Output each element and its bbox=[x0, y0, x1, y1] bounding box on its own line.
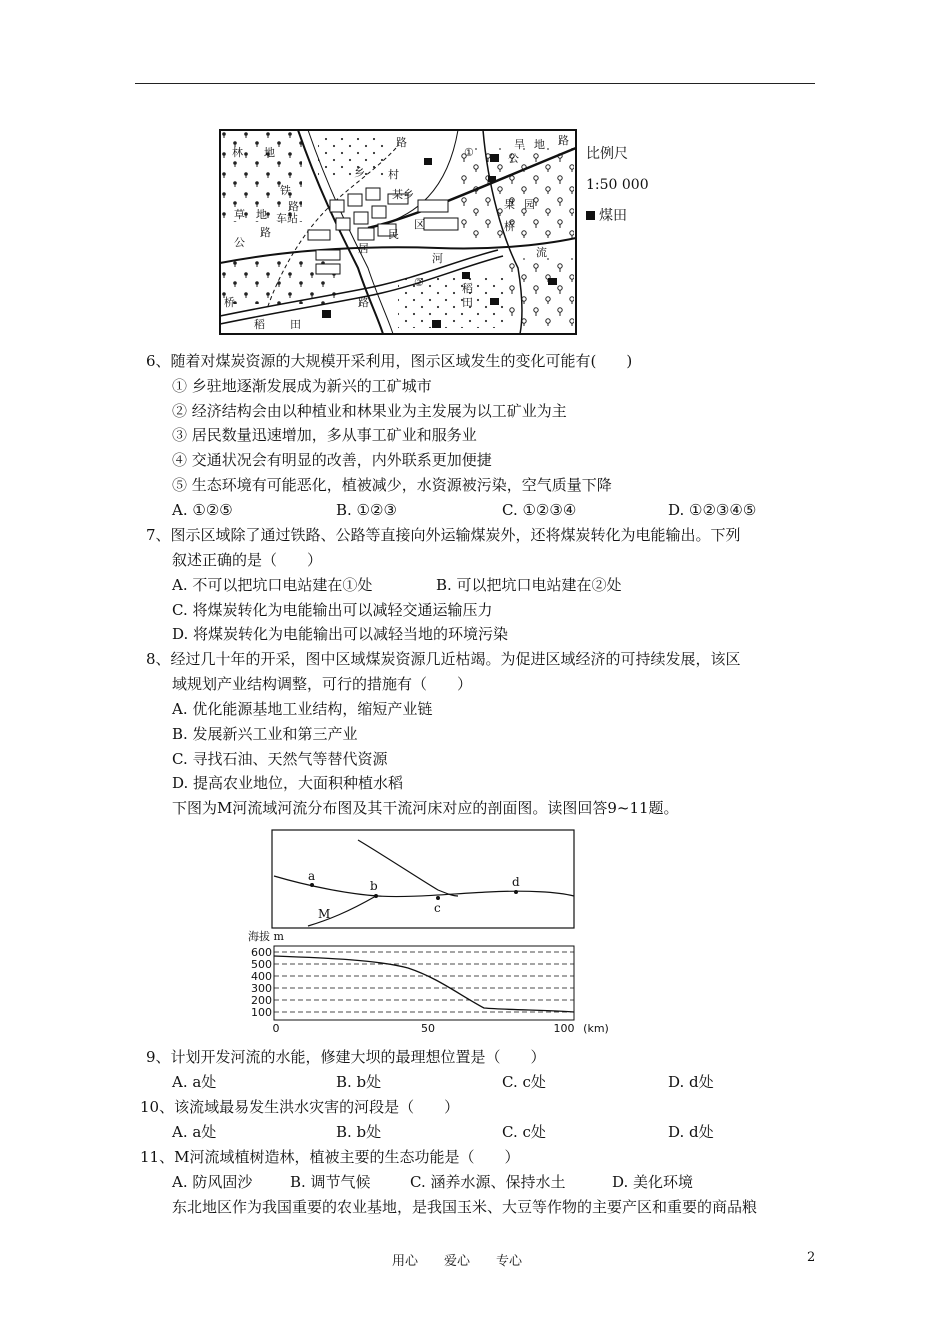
q11-stem: 11、M河流域植树造林，植被主要的生态功能是（ ） bbox=[140, 1148, 520, 1166]
map-label: 居 bbox=[358, 242, 369, 255]
q6-option-a[interactable]: A. ①②⑤ bbox=[172, 501, 233, 519]
header-rule bbox=[135, 83, 815, 84]
map-label: 稻 bbox=[462, 282, 473, 295]
coalfield-map bbox=[218, 128, 578, 336]
map-label: 果 bbox=[504, 198, 515, 211]
y-tick: 100 bbox=[251, 1006, 272, 1019]
q10-option-b[interactable]: B. b处 bbox=[336, 1123, 382, 1141]
map-label: 路 bbox=[358, 296, 369, 309]
map-label: 路 bbox=[260, 226, 271, 239]
point-a-label: a bbox=[308, 869, 316, 883]
q9-stem: 9、计划开发河流的水能，修建大坝的最理想位置是（ ） bbox=[146, 1048, 546, 1066]
legend-coal bbox=[586, 205, 627, 225]
q11-option-a[interactable]: A. 防风固沙 bbox=[172, 1173, 253, 1191]
point-c-label: c bbox=[434, 901, 441, 915]
q7-stem-cont: 叙述正确的是（ ） bbox=[172, 551, 323, 569]
map-label: 区 bbox=[414, 218, 425, 231]
q6-stem: 6、随着对煤炭资源的大规模开采利用，图示区域发生的变化可能有( ) bbox=[146, 352, 633, 370]
q8-stem: 8、经过几十年的开采，图中区域煤炭资源几近枯竭。为促进区域经济的可持续发展，该区 bbox=[146, 650, 741, 668]
map-label: ① bbox=[464, 146, 474, 159]
footer-motto: 用心 爱心 专心 bbox=[392, 1254, 523, 1269]
q8-option-c[interactable]: C. 寻找石油、天然气等替代资源 bbox=[172, 750, 388, 768]
q6-option-c[interactable]: C. ①②③④ bbox=[502, 501, 577, 519]
legend-coal-label: 煤田 bbox=[599, 208, 627, 224]
q11-option-b[interactable]: B. 调节气候 bbox=[290, 1173, 371, 1191]
y-tick: 300 bbox=[251, 982, 272, 995]
map-label: 地 bbox=[534, 138, 545, 151]
point-d-label: d bbox=[512, 875, 520, 889]
q7-option-d[interactable]: D. 将煤炭转化为电能输出可以减轻当地的环境污染 bbox=[172, 625, 509, 643]
map-label: 旱 bbox=[514, 138, 525, 151]
map-label: 稻 bbox=[254, 318, 265, 331]
x-tick: 100 bbox=[553, 1022, 575, 1035]
map-label: 某乡 bbox=[392, 188, 414, 201]
q9-option-a[interactable]: A. a处 bbox=[172, 1073, 217, 1091]
q7-option-b[interactable]: B. 可以把坑口电站建在②处 bbox=[436, 576, 622, 594]
x-tick: 50 bbox=[421, 1022, 435, 1035]
q8-stem-cont: 域规划产业结构调整，可行的措施有（ ） bbox=[172, 675, 473, 693]
map-label: 桥 bbox=[224, 296, 235, 309]
map-label: 园 bbox=[524, 198, 535, 211]
map-label: 田 bbox=[462, 296, 473, 309]
x-unit: (km) bbox=[583, 1022, 609, 1035]
map-label: 流 bbox=[536, 246, 547, 259]
q6-statement-4: ④ 交通状况会有明显的改善，内外联系更加便捷 bbox=[172, 451, 492, 469]
q10-option-d[interactable]: D. d处 bbox=[668, 1123, 714, 1141]
q6-statement-2: ② 经济结构会由以种植业和林果业为主发展为以工矿业为主 bbox=[172, 402, 567, 420]
q8-option-d[interactable]: D. 提高农业地位，大面积种植水稻 bbox=[172, 774, 404, 792]
map-label: 民 bbox=[388, 228, 399, 241]
map-label: 地 bbox=[264, 146, 275, 159]
map-label: 林 bbox=[232, 146, 243, 159]
river-profile-figure bbox=[248, 828, 618, 1038]
q6-statement-1: ① 乡驻地逐渐发展成为新兴的工矿城市 bbox=[172, 377, 432, 395]
point-b-label: b bbox=[370, 879, 378, 893]
y-tick: 600 bbox=[251, 946, 272, 959]
map-label: 路 bbox=[396, 136, 407, 149]
q6-option-b[interactable]: B. ①②③ bbox=[336, 501, 397, 519]
map-label: 村 bbox=[388, 168, 399, 181]
q9-option-c[interactable]: C. c处 bbox=[502, 1073, 546, 1091]
map-label: 车站 bbox=[276, 212, 298, 225]
q6-statement-3: ③ 居民数量迅速增加，多从事工矿业和服务业 bbox=[172, 426, 477, 444]
q7-stem: 7、图示区域除了通过铁路、公路等直接向外运输煤炭外，还将煤炭转化为电能输出。下列 bbox=[146, 526, 741, 544]
q10-stem: 10、该流域最易发生洪水灾害的河段是（ ） bbox=[140, 1098, 460, 1116]
q6-option-d[interactable]: D. ①②③④⑤ bbox=[668, 501, 757, 519]
y-tick: 200 bbox=[251, 994, 272, 1007]
legend-scale-value: 1:50 000 bbox=[586, 177, 649, 193]
river-m-label: M bbox=[318, 907, 331, 921]
q9-option-d[interactable]: D. d处 bbox=[668, 1073, 714, 1091]
map-label: 田 bbox=[290, 318, 301, 331]
map-label: 乡 bbox=[354, 166, 365, 179]
map-label: 路 bbox=[288, 200, 299, 213]
map-label: ② bbox=[414, 276, 424, 289]
page-number: 2 bbox=[807, 1250, 816, 1265]
trailing-paragraph: 东北地区作为我国重要的农业基地，是我国玉米、大豆等作物的主要产区和重要的商品粮 bbox=[172, 1198, 758, 1216]
q11-option-d[interactable]: D. 美化环境 bbox=[612, 1173, 694, 1191]
figure-intro: 下图为M河流域河流分布图及其干流河床对应的剖面图。读图回答9~11题。 bbox=[172, 799, 679, 817]
x-tick: 0 bbox=[272, 1022, 280, 1035]
coal-icon bbox=[586, 211, 595, 220]
map-label: 河 bbox=[432, 252, 443, 265]
q10-option-a[interactable]: A. a处 bbox=[172, 1123, 217, 1141]
map-label: 公 bbox=[508, 152, 519, 165]
y-tick: 500 bbox=[251, 958, 272, 971]
legend-scale-title: 比例尺 bbox=[586, 146, 628, 162]
q11-option-c[interactable]: C. 涵养水源、保持水土 bbox=[410, 1173, 566, 1191]
map-label: 铁 bbox=[280, 184, 291, 197]
y-tick: 400 bbox=[251, 970, 272, 983]
map-label: 路 bbox=[558, 134, 569, 147]
map-label: 草 bbox=[234, 208, 245, 221]
map-label: 公 bbox=[234, 236, 245, 249]
q6-statement-5: ⑤ 生态环境有可能恶化，植被减少，水资源被污染，空气质量下降 bbox=[172, 476, 612, 494]
profile-ylabel: 海拔 m bbox=[248, 930, 284, 943]
q7-option-c[interactable]: C. 将煤炭转化为电能输出可以减轻交通运输压力 bbox=[172, 601, 493, 619]
q8-option-a[interactable]: A. 优化能源基地工业结构，缩短产业链 bbox=[172, 700, 433, 718]
q10-option-c[interactable]: C. c处 bbox=[502, 1123, 546, 1141]
map-label: 地 bbox=[256, 208, 267, 221]
q7-option-a[interactable]: A. 不可以把坑口电站建在①处 bbox=[172, 576, 373, 594]
q8-option-b[interactable]: B. 发展新兴工业和第三产业 bbox=[172, 725, 358, 743]
map-label: 桥 bbox=[504, 220, 515, 233]
q9-option-b[interactable]: B. b处 bbox=[336, 1073, 382, 1091]
